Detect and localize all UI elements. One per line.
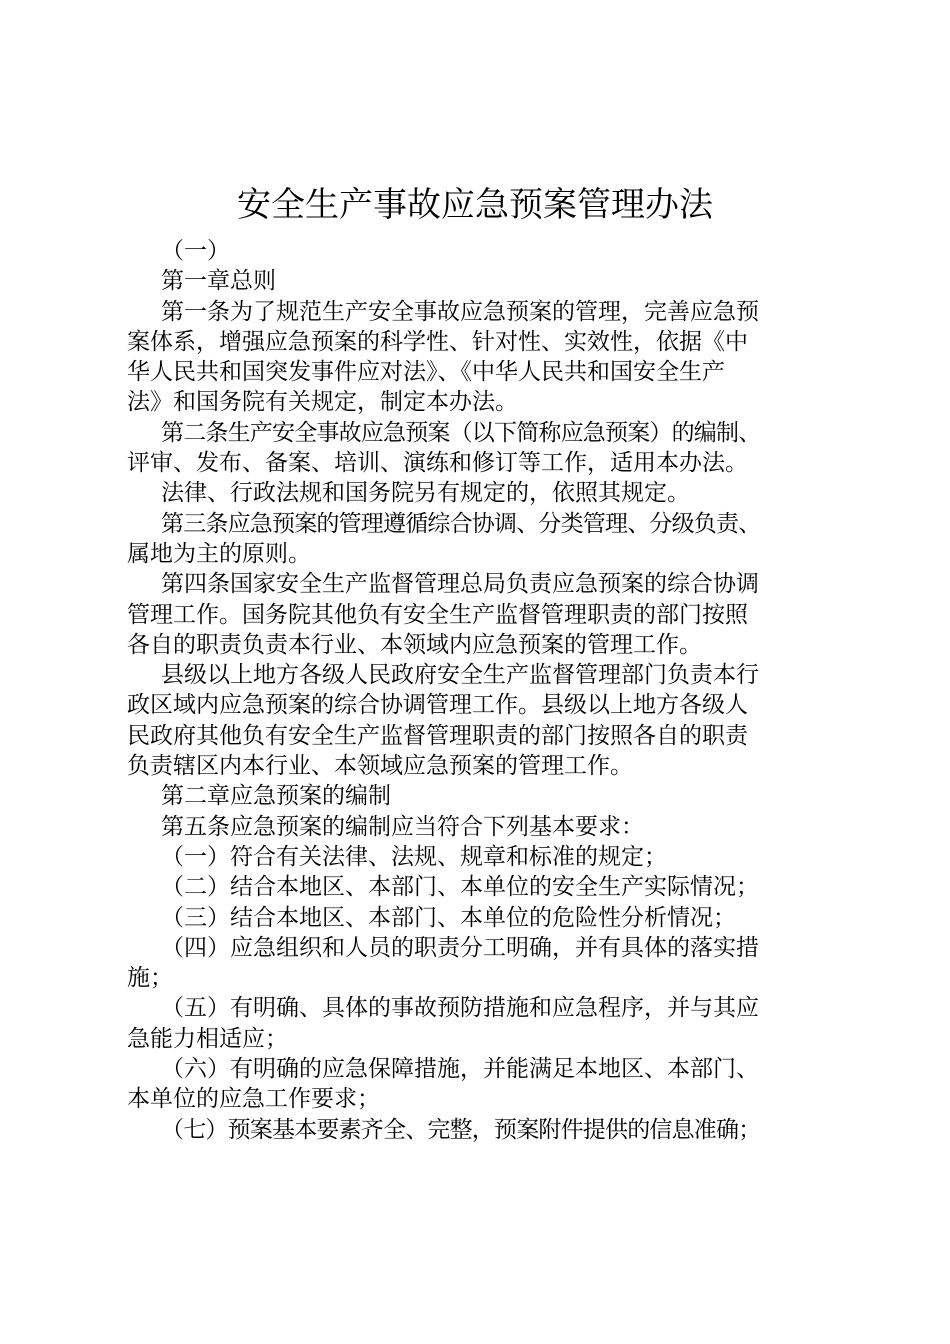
list-item-continuation: 施；: [127, 965, 173, 992]
paragraph-line: 第三条应急预案的管理遵循综合协调、分类管理、分级负责、: [161, 510, 761, 537]
list-item: （六）有明确的应急保障措施，并能满足本地区、本部门、: [161, 1056, 759, 1083]
paragraph-line: 各自的职责负责本行业、本领域内应急预案的管理工作。: [127, 631, 702, 658]
section-marker: （一）: [161, 238, 230, 264]
chapter-heading: 第一章总则: [161, 268, 276, 295]
list-item-continuation: 本单位的应急工作要求；: [127, 1086, 380, 1113]
list-item: （四）应急组织和人员的职责分工明确，并有具体的落实措: [161, 934, 759, 961]
paragraph-line: 第四条国家安全生产监督管理总局负责应急预案的综合协调: [161, 571, 759, 598]
list-item-continuation: 急能力相适应；: [127, 1025, 288, 1052]
paragraph-line: 华人民共和国突发事件应对法》、《中华人民共和国安全生产: [127, 359, 725, 386]
chapter-heading: 第二章应急预案的编制: [161, 783, 391, 810]
paragraph-line: 政区域内应急预案的综合协调管理工作。县级以上地方各级人: [127, 692, 748, 719]
paragraph-line: 属地为主的原则。: [127, 540, 311, 567]
document-title: 安全生产事故应急预案管理办法: [237, 185, 713, 225]
paragraph-line: 评审、发布、备案、培训、演练和修订等工作，适用本办法。: [127, 450, 748, 477]
paragraph-line: 法》和国务院有关规定，制定本办法。: [127, 389, 518, 416]
paragraph-line: 第二条生产安全事故应急预案（以下简称应急预案）的编制、: [161, 419, 761, 446]
document-body: [127, 236, 847, 1145]
paragraph-line: 负责辖区内本行业、本领域应急预案的管理工作。: [127, 753, 633, 780]
list-item: （二）结合本地区、本部门、本单位的安全生产实际情况；: [161, 874, 759, 901]
paragraph-line: 管理工作。国务院其他负有安全生产监督管理职责的部门按照: [127, 601, 748, 628]
paragraph-line: 案体系，增强应急预案的科学性、针对性、实效性，依据《中: [127, 328, 748, 355]
paragraph-line: 县级以上地方各级人民政府安全生产监督管理部门负责本行: [161, 662, 759, 689]
list-item: （七）预案基本要素齐全、完整，预案附件提供的信息准确；: [161, 1116, 761, 1143]
list-item: （三）结合本地区、本部门、本单位的危险性分析情况；: [161, 904, 736, 931]
list-item: （五）有明确、具体的事故预防措施和应急程序，并与其应: [161, 995, 759, 1022]
paragraph-line: 法律、行政法规和国务院另有规定的，依照其规定。: [161, 480, 690, 507]
paragraph-line: 第五条应急预案的编制应当符合下列基本要求：: [161, 813, 644, 840]
paragraph-line: 民政府其他负有安全生产监督管理职责的部门按照各自的职责: [127, 722, 748, 749]
paragraph-line: 第一条为了规范生产安全事故应急预案的管理，完善应急预: [161, 298, 759, 325]
list-item: （一）符合有关法律、法规、规章和标准的规定；: [161, 843, 667, 870]
